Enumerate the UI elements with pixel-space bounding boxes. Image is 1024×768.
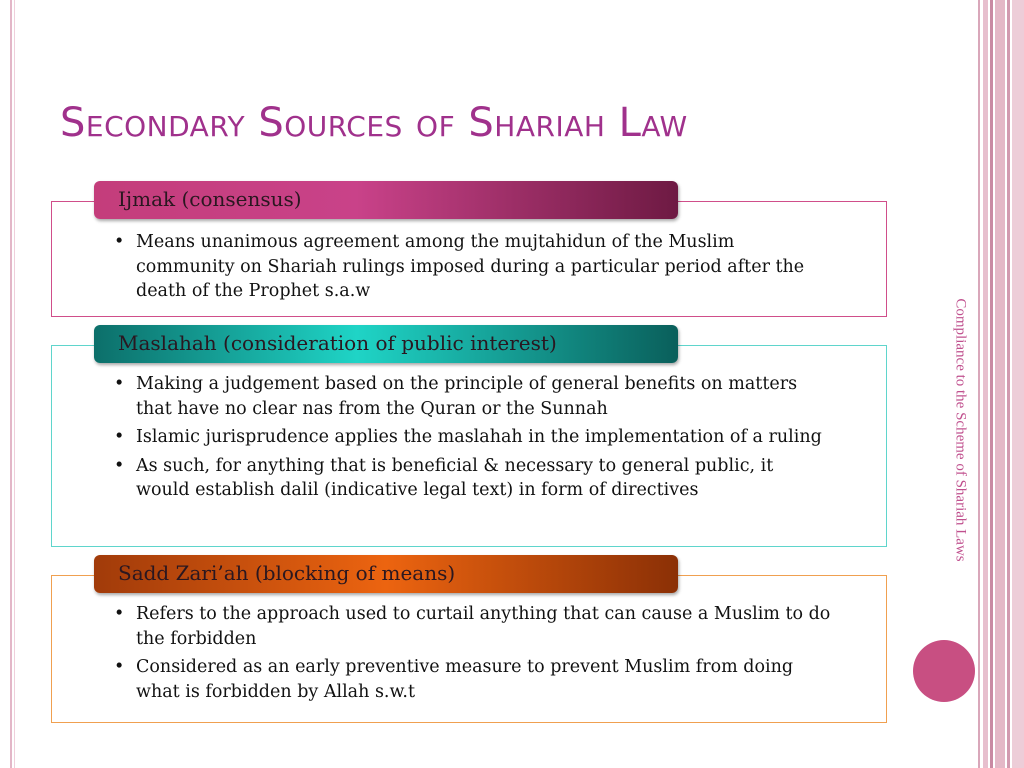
list-item: • Means unanimous agreement among the mujtahidun of the Muslim community on Shariah rulings imposed during a particular period after the death of the Prophet s.a.w <box>112 230 832 304</box>
decor-stripe <box>990 0 993 768</box>
section-heading-sadd-zariah: Sadd Zari’ah (blocking of means) <box>94 555 678 593</box>
decor-circle <box>913 640 975 702</box>
list-item: • Considered as an early preventive measure to prevent Muslim from doing what is forbidden by Allah s.w.t <box>112 655 832 704</box>
list-item: • As such, for anything that is beneficial & necessary to general public, it would establish dalil (indicative legal text) in form of directives <box>112 454 832 503</box>
bullet-list-maslahah <box>112 372 832 507</box>
decor-stripe <box>1012 0 1024 768</box>
bullet-list-ijmak <box>112 230 832 308</box>
section-heading-maslahah: Maslahah (consideration of public interest) <box>94 325 678 363</box>
slide-title: Secondary Sources of Shariah Law <box>60 100 688 146</box>
side-footer-text: Compliance to the Scheme of Shariah Laws <box>952 298 969 562</box>
left-border-line <box>10 0 12 768</box>
left-border-line-inner <box>14 0 15 768</box>
decor-stripe <box>995 0 1005 768</box>
section-heading-ijmak: Ijmak (consensus) <box>94 181 678 219</box>
list-item: • Islamic jurisprudence applies the maslahah in the implementation of a ruling <box>112 425 832 450</box>
list-item: • Refers to the approach used to curtail anything that can cause a Muslim to do the forbidden <box>112 602 832 651</box>
bullet-list-sadd-zariah <box>112 602 832 708</box>
decor-stripe <box>978 0 980 768</box>
decor-stripe <box>983 0 988 768</box>
decor-stripe <box>1007 0 1010 768</box>
list-item: • Making a judgement based on the principle of general benefits on matters that have no clear nas from the Quran or the Sunnah <box>112 372 832 421</box>
